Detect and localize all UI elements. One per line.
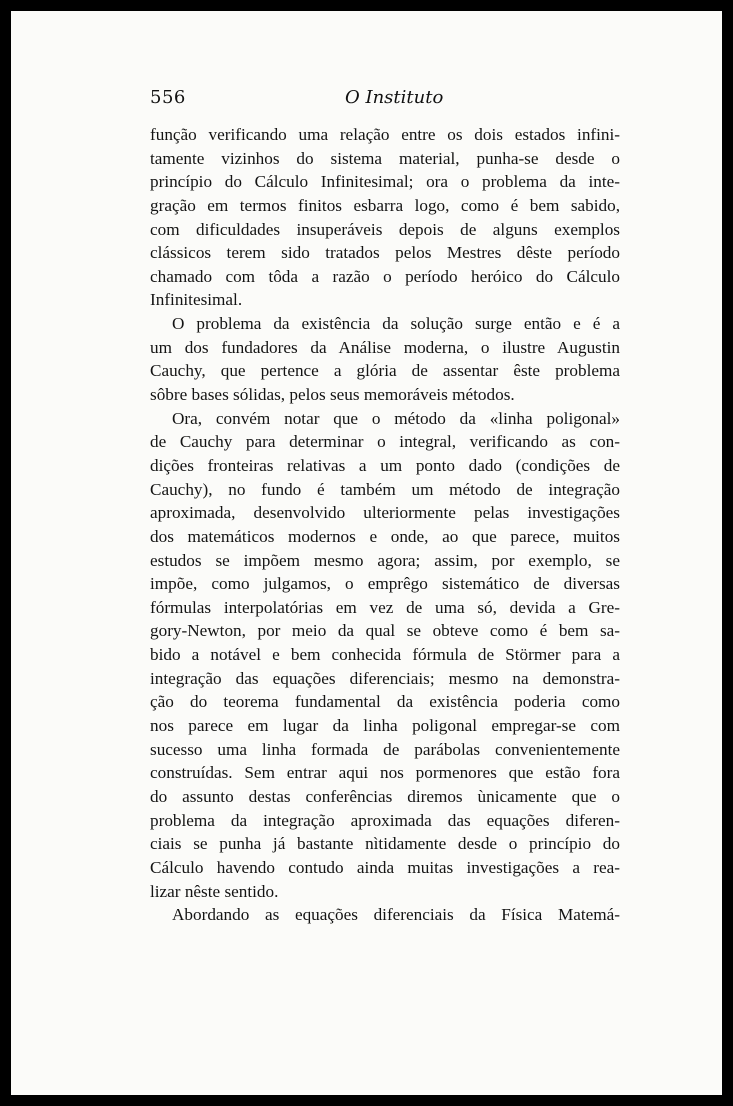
text-line: fórmulas interpolatórias em vez de uma só, devida a Gre- — [150, 597, 620, 617]
paragraph-4 — [150, 903, 620, 927]
text-line: Cálculo havendo contudo ainda muitas investigações a rea- — [150, 857, 620, 877]
text-line: função verificando uma relação entre os dois estados infini- — [150, 125, 620, 144]
text-line: chamado com tôda a razão o período heróico do Cálculo — [150, 266, 620, 286]
book-page — [11, 11, 722, 1095]
page-header — [150, 87, 612, 111]
text-line: de Cauchy para determinar o integral, verificando as con- — [150, 432, 620, 452]
text-line: lizar nêste sentido. — [150, 881, 279, 901]
paragraph-2 — [150, 312, 620, 407]
text-line: com dificuldades insuperáveis depois de alguns exemplos — [150, 219, 620, 239]
running-head: O Instituto — [345, 87, 444, 108]
text-line: impõe, como julgamos, o emprêgo sistemático de diversas — [150, 574, 620, 594]
text-line: integração das equações diferenciais; mesmo na demonstra- — [150, 668, 620, 688]
text-line: clássicos terem sido tratados pelos Mestres dêste período — [150, 243, 620, 263]
text-line: gory-Newton, por meio da qual se obteve como é bem sa- — [150, 621, 620, 641]
text-line: dições fronteiras relativas a um ponto dado (condições de — [150, 455, 620, 475]
text-line: Cauchy), no fundo é também um método de integração — [150, 479, 620, 499]
text-line: O problema da existência da solução surge então e é a — [172, 314, 620, 334]
text-line: problema da integração aproximada das equações diferen- — [150, 810, 620, 830]
text-line: ciais se punha já bastante nìtidamente desde o princípio do — [150, 834, 620, 854]
text-line: sucesso uma linha formada de parábolas convenientemente — [150, 739, 620, 759]
text-line: ção do teorema fundamental da existência poderia como — [150, 692, 620, 712]
paragraph-1 — [150, 123, 620, 312]
text-line: Ora, convém notar que o método da «linha poligonal» — [172, 408, 620, 428]
text-line: sôbre bases sólidas, pelos seus memoráveis métodos. — [150, 385, 515, 405]
text-line: gração em termos finitos esbarra logo, como é bem sabido, — [150, 195, 620, 215]
text-line: Cauchy, que pertence a glória de assentar êste problema — [150, 361, 620, 381]
page-number: 556 — [150, 87, 186, 108]
text-line: nos parece em lugar da linha poligonal empregar-se com — [150, 716, 620, 736]
text-line: bido a notável e bem conhecida fórmula de Störmer para a — [150, 645, 620, 665]
text-line: estudos se impõem mesmo agora; assim, por exemplo, se — [150, 550, 620, 570]
body-text — [150, 123, 620, 927]
text-line: construídas. Sem entrar aqui nos pormenores que estão fora — [150, 763, 620, 783]
text-line: do assunto destas conferências diremos ùnicamente que o — [150, 786, 620, 806]
text-line: dos matemáticos modernos e onde, ao que parece, muitos — [150, 526, 620, 546]
text-line: tamente vizinhos do sistema material, punha-se desde o — [150, 148, 620, 168]
paragraph-3 — [150, 407, 620, 903]
text-line: aproximada, desenvolvido ulteriormente pelas investigações — [150, 503, 620, 523]
text-line: princípio do Cálculo Infinitesimal; ora o problema da inte- — [150, 172, 620, 192]
text-line: Abordando as equações diferenciais da Física Matemá- — [172, 905, 620, 925]
text-line: Infinitesimal. — [150, 290, 243, 310]
text-line: um dos fundadores da Análise moderna, o ilustre Augustin — [150, 337, 620, 357]
